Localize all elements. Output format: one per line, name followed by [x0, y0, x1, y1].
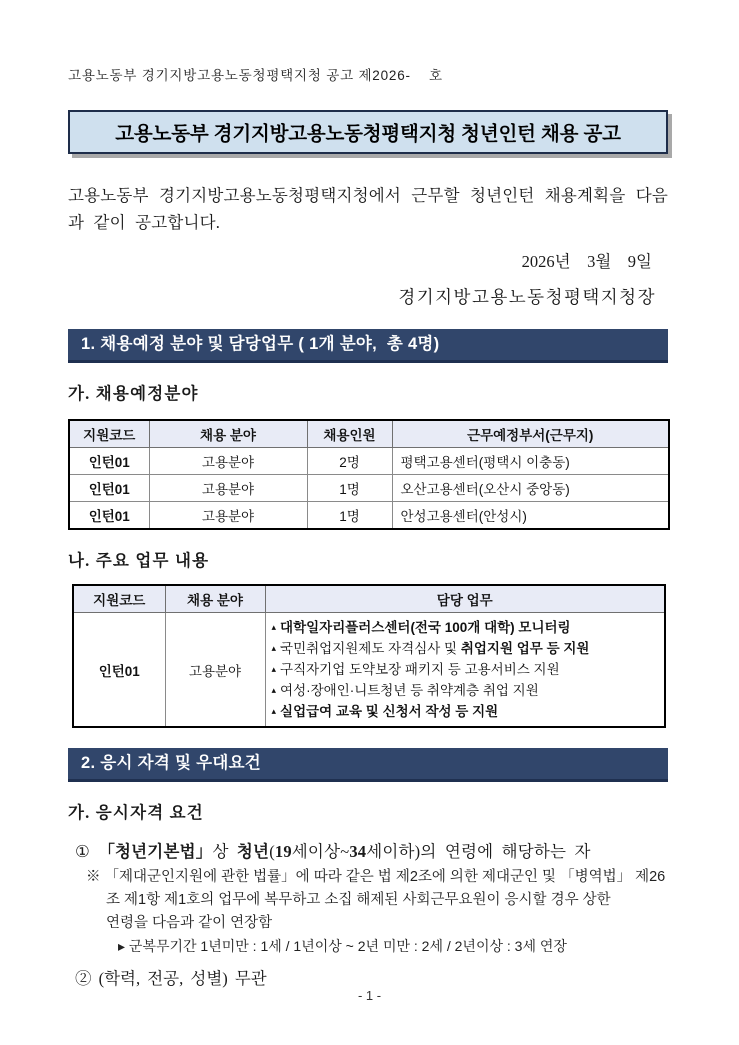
cell-code: 인턴01 — [69, 475, 149, 502]
col-header-code: 지원코드 — [69, 420, 149, 448]
section1-subhead-b: 나. 주요 업무 내용 — [68, 551, 210, 570]
intro-paragraph: 고용노동부 경기지방고용노동청평택지청에서 근무할 청년인턴 채용계획을 다음과 같이 공고합니다. — [68, 186, 668, 232]
recruitment-fields-table — [68, 419, 670, 530]
cell-location: 평택고용센터(평택시 이충동) — [392, 448, 669, 475]
table-header-row — [73, 585, 665, 613]
table-row — [69, 475, 669, 502]
section2-header: 2. 응시 자격 및 우대요건 — [68, 748, 668, 782]
duty-item: ▴ 구직자기업 도약보장 패키지 등 고용서비스 지원 — [271, 662, 560, 677]
section1-header: 1. 채용예정 분야 및 담당업무 ( 1개 분야, 총 4명) — [68, 329, 668, 363]
cell-count: 1명 — [307, 475, 392, 502]
cell-location: 오산고용센터(오산시 중앙동) — [392, 475, 669, 502]
note-line: 조 제1항 제1호의 업무에 복무하고 소집 해제된 사회근무요원이 응시할 경우 상한 — [106, 892, 611, 908]
cell-location: 안성고용센터(안성시) — [392, 502, 669, 530]
duties-table — [72, 584, 666, 728]
section2-subhead-a: 가. 응시자격 요건 — [68, 803, 204, 822]
cell-field: 고용분야 — [165, 613, 265, 728]
cell-field: 고용분야 — [149, 448, 307, 475]
col-header-field: 채용 분야 — [149, 420, 307, 448]
cell-field: 고용분야 — [149, 502, 307, 530]
col-header-field: 채용 분야 — [165, 585, 265, 613]
cell-count: 1명 — [307, 502, 392, 530]
triangle-bullet-icon: ▴ — [271, 685, 277, 695]
duty-item: ▴ 대학일자리플러스센터(전국 100개 대학) 모니터링 — [271, 620, 571, 635]
col-header-count: 채용인원 — [307, 420, 392, 448]
veteran-note — [68, 866, 668, 935]
announcement-date: 2026년 3월 9일 — [521, 252, 652, 271]
col-header-location: 근무예정부서(근무지) — [392, 420, 669, 448]
document-title: 고용노동부 경기지방고용노동청평택지청 청년인턴 채용 공고 — [115, 123, 621, 145]
col-header-code: 지원코드 — [73, 585, 165, 613]
table-header-row — [69, 420, 669, 448]
cell-code: 인턴01 — [73, 613, 165, 728]
section1-subhead-a: 가. 채용예정분야 — [68, 384, 199, 403]
cell-code: 인턴01 — [69, 502, 149, 530]
doc-number-line: 고용노동부 경기지방고용노동청평택지청 공고 제2026- 호 — [68, 68, 443, 83]
cell-field: 고용분야 — [149, 475, 307, 502]
triangle-bullet-icon: ▴ — [271, 664, 277, 674]
table-row — [69, 448, 669, 475]
eligibility-item-1: ① 「청년기본법」상 청년(19세이상~34세이하)의 연령에 해당하는 자 — [75, 842, 591, 861]
duty-item: ▴ 국민취업지원제도 자격심사 및 취업지원 업무 등 지원 — [271, 641, 590, 656]
col-header-duty: 담당 업무 — [265, 585, 665, 613]
eligibility-item-2: ② (학력, 전공, 성별) 무관 — [75, 969, 267, 988]
table-row — [73, 613, 665, 728]
signer-name: 경기지방고용노동청평택지청장 — [398, 287, 656, 307]
page-number: - 1 - — [357, 988, 382, 1003]
triangle-bullet-icon: ▴ — [271, 706, 277, 716]
cell-code: 인턴01 — [69, 448, 149, 475]
document-title-box — [68, 110, 668, 154]
military-service-extension-line: ▸ 군복무기간 1년미만 : 1세 / 1년이상 ~ 2년 미만 : 2세 / 2년이상 : 3세 연장 — [118, 938, 567, 954]
triangle-bullet-icon: ▴ — [271, 643, 277, 653]
table-row — [69, 502, 669, 530]
triangle-bullet-icon: ▴ — [271, 622, 277, 632]
note-line: 연령을 다음과 같이 연장함 — [106, 915, 273, 931]
duty-item: ▴ 여성·장애인·니트청년 등 취약계층 취업 지원 — [271, 683, 539, 698]
duty-item: ▴ 실업급여 교육 및 신청서 작성 등 지원 — [271, 704, 499, 719]
cell-duties — [265, 613, 665, 728]
note-line: ※ 「제대군인지원에 관한 법률」에 따라 같은 법 제2조에 의한 제대군인 및 「병역법」 제26 — [86, 869, 666, 885]
cell-count: 2명 — [307, 448, 392, 475]
